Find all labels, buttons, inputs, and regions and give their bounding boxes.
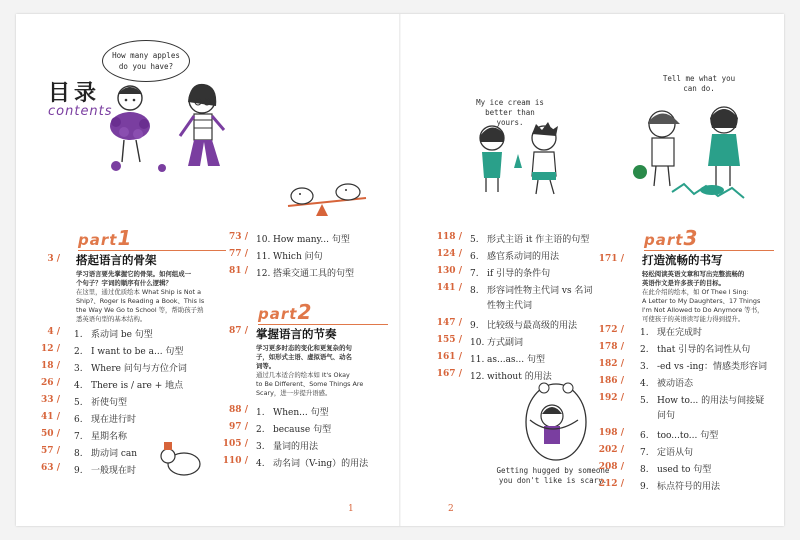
part3-page: 171 /	[598, 254, 624, 264]
part2-description	[256, 344, 388, 398]
part2-desc-line: Scary，进一步提升语感。	[256, 389, 332, 397]
entry-number: 4.	[256, 459, 265, 469]
toc-entry[interactable]	[640, 376, 693, 389]
entry-page: 202 /	[598, 445, 624, 455]
entry-page: 73 /	[229, 232, 248, 242]
part3-word: part	[644, 231, 684, 249]
entry-number: 9.	[470, 321, 479, 331]
part2-page: 87 /	[229, 326, 248, 336]
toc-subtitle: contents	[48, 104, 113, 119]
toc-entry[interactable]	[640, 359, 767, 372]
entry-page: 12 /	[41, 344, 60, 354]
bear-hug-illustration	[516, 370, 594, 466]
entry-text: 方式副词	[487, 338, 524, 348]
toc-entry[interactable]	[640, 342, 750, 355]
entry-page: 192 /	[598, 393, 624, 403]
entry-text: 现在完成时	[657, 328, 703, 338]
toc-entry-continuation	[470, 298, 532, 311]
entry-text: too...to... 句型	[657, 431, 719, 441]
entry-text: 现在进行时	[91, 415, 137, 425]
entry-text: -ed vs -ing：情感类形容词	[657, 362, 768, 372]
part2-desc-line: 词等。	[256, 362, 276, 370]
entry-page: 110 /	[222, 456, 248, 466]
toc-entry[interactable]	[470, 283, 592, 296]
bubble-apples-text: How many apples do you have?	[112, 51, 180, 71]
part2-heading	[258, 300, 312, 324]
entry-text: How to... 的用法与间接疑	[657, 396, 765, 406]
toc-entry[interactable]	[256, 405, 329, 418]
entry-page: 105 /	[222, 439, 248, 449]
entry-text: 量词的用法	[273, 442, 319, 452]
toc-entry[interactable]	[640, 462, 711, 475]
entry-number: 12.	[256, 269, 271, 279]
entry-page: 182 /	[598, 359, 624, 369]
entry-text: because 句型	[273, 425, 332, 435]
entry-number: 10.	[256, 235, 271, 245]
entry-number: 8.	[74, 449, 83, 459]
part1-title: 搭起语言的骨架	[76, 253, 157, 267]
entry-number: 8.	[470, 286, 479, 296]
entry-page: 33 /	[41, 395, 60, 405]
entry-number: 4.	[74, 381, 83, 391]
entry-text: used to 句型	[657, 465, 712, 475]
entry-number: 4.	[640, 379, 649, 389]
toc-entry[interactable]	[74, 429, 127, 442]
part3-title: 打造流畅的书写	[642, 253, 723, 267]
book-gutter	[399, 14, 401, 526]
entry-text: 形式主语 it 作主语的句型	[487, 235, 590, 245]
entry-text: I want to be a... 句型	[91, 347, 184, 357]
entry-number: 9.	[74, 466, 83, 476]
entry-page: 186 /	[598, 376, 624, 386]
part3-description	[642, 270, 780, 324]
part1-description	[76, 270, 236, 324]
entry-number: 3.	[640, 362, 649, 372]
girls-illustration	[100, 76, 240, 176]
part3-underline	[644, 250, 774, 251]
entry-text: There is / are + 地点	[91, 381, 184, 391]
toc-entry[interactable]	[256, 249, 323, 262]
entry-text: 动名词（V-ing）的用法	[273, 459, 369, 469]
entry-page: 141 /	[436, 283, 462, 293]
entry-page: 88 /	[229, 405, 248, 415]
entry-page: 81 /	[229, 266, 248, 276]
entry-page: 155 /	[436, 335, 462, 345]
toc-entry[interactable]	[74, 446, 137, 459]
part3-number: 3	[683, 226, 699, 250]
entry-text: Where 问句与方位介词	[91, 364, 187, 374]
toc-entry[interactable]	[640, 393, 764, 406]
part1-page: 3 /	[47, 254, 60, 264]
toc-entry-continuation	[640, 408, 675, 421]
entry-text: 一般现在时	[91, 466, 137, 476]
entry-page: 77 /	[229, 249, 248, 259]
seesaw-illustration	[282, 178, 372, 228]
part1-desc-line: the Way We Go to School 等，帮助孩子熟	[76, 306, 204, 314]
part3-desc-line: 在此介绍的绘本，如 Of Thee I Sing:	[642, 288, 749, 296]
entry-text: 助动词 can	[91, 449, 138, 459]
entry-number: 7.	[74, 432, 83, 442]
toc-entry[interactable]	[74, 412, 136, 425]
entry-number: 2.	[256, 425, 265, 435]
toc-entry[interactable]	[640, 445, 693, 458]
part2-number: 2	[297, 300, 313, 324]
toc-entry[interactable]	[470, 266, 550, 279]
entry-text: When... 句型	[273, 408, 329, 418]
part1-desc-line: 悉英语句型的基本结构。	[76, 315, 147, 323]
toc-entry[interactable]	[74, 463, 136, 476]
entry-text: without 的用法	[487, 372, 552, 382]
entry-page: 4 /	[47, 327, 60, 337]
entry-page: 41 /	[41, 412, 60, 422]
toc-entry[interactable]	[74, 344, 183, 357]
toc-entry[interactable]	[74, 327, 153, 340]
entry-text: as...as... 句型	[487, 355, 545, 365]
entry-number: 9.	[640, 482, 649, 492]
part3-desc-line: 轻松阅读英语文章和写出完整流畅的	[642, 270, 745, 278]
entry-page: 130 /	[436, 266, 462, 276]
entry-text: 标点符号的用法	[657, 482, 721, 492]
entry-text: 比较级与最高级的用法	[487, 321, 578, 331]
book-spread	[16, 14, 784, 526]
entry-text: 感官系动词的用法	[487, 252, 560, 262]
part3-desc-line: A Letter to My Daughters、17 Things	[642, 297, 761, 305]
part2-desc-line: 子，如形式主语、虚拟语气、动名	[256, 353, 352, 361]
entry-number: 5.	[470, 235, 479, 245]
entry-text: if 引导的条件句	[487, 269, 551, 279]
toc-entry[interactable]	[470, 335, 523, 348]
part3-desc-line: 英语作文是许多孩子的目标。	[642, 279, 726, 287]
entry-page: 118 /	[436, 232, 462, 242]
toc-entry[interactable]	[74, 395, 127, 408]
entry-number: 11.	[256, 252, 271, 262]
entry-number: 1.	[640, 328, 649, 338]
entry-page: 198 /	[598, 428, 624, 438]
caption-hug: Getting hugged by someone you don't like is scary.	[496, 466, 610, 485]
entry-number: 2.	[74, 347, 83, 357]
part1-word: part	[78, 231, 118, 249]
entry-text: 性物主代词	[487, 301, 533, 311]
entry-page: 26 /	[41, 378, 60, 388]
toc-entry[interactable]	[256, 439, 318, 452]
entry-text: 问句	[657, 411, 676, 421]
part1-desc-line: 个句子？字词的顺序有什么逻辑？	[76, 279, 172, 287]
toc-entry[interactable]	[74, 361, 187, 374]
entry-text: 定语从句	[657, 448, 694, 458]
part1-desc-line: 学习语言要先掌握它的骨架。如何组成一	[76, 270, 192, 278]
part2-title: 掌握语言的节奏	[256, 327, 337, 341]
part3-desc-line: 可使孩子的英语读写能力得到提升。	[642, 315, 745, 323]
entry-text: 系动词 be 句型	[91, 330, 153, 340]
part2-desc-line: 通过几本适合的绘本如 It's Okay	[256, 371, 350, 379]
entry-number: 7.	[640, 448, 649, 458]
entry-page: 208 /	[598, 462, 624, 472]
part1-underline	[78, 250, 226, 251]
toc-entry[interactable]	[640, 479, 720, 492]
toc-entry[interactable]	[470, 232, 589, 245]
entry-number: 5.	[74, 398, 83, 408]
part2-underline	[258, 324, 388, 325]
entry-page: 63 /	[41, 463, 60, 473]
entry-page: 50 /	[41, 429, 60, 439]
entry-number: 3.	[256, 442, 265, 452]
entry-text: that 引导的名词性从句	[657, 345, 751, 355]
entry-page: 172 /	[598, 325, 624, 335]
part1-heading	[78, 226, 132, 250]
page-number-right: 2	[448, 504, 454, 514]
entry-number: 12.	[470, 372, 485, 382]
bubble-tellme-text: Tell me what you can do.	[662, 74, 736, 93]
part1-number: 1	[117, 226, 133, 250]
entry-text: 搭乘交通工具的句型	[273, 269, 355, 279]
toc-entry[interactable]	[470, 369, 552, 382]
entry-number: 11.	[470, 355, 485, 365]
bubble-icecream-text: My ice cream is better than yours.	[476, 98, 544, 127]
toc-title: 目录	[48, 81, 101, 106]
entry-page: 167 /	[436, 369, 462, 379]
toc-entry[interactable]	[256, 422, 331, 435]
entry-number: 7.	[470, 269, 479, 279]
toc-entry[interactable]	[640, 325, 702, 338]
part1-desc-line: 在这里，通过优质绘本 What Ship is Not a	[76, 288, 202, 296]
entry-text: 星期名称	[91, 432, 128, 442]
entry-page: 18 /	[41, 361, 60, 371]
toc-entry[interactable]	[470, 249, 559, 262]
toc-entry[interactable]	[470, 318, 577, 331]
sleeping-bear-illustration	[158, 440, 202, 478]
entry-page: 57 /	[41, 446, 60, 456]
toc-entry[interactable]	[470, 352, 545, 365]
entry-text: 祈使句型	[91, 398, 128, 408]
entry-text: Which 问句	[273, 252, 323, 262]
entry-number: 3.	[74, 364, 83, 374]
part1-desc-line: Ship?、Roger Is Reading a Book、This Is	[76, 297, 205, 305]
entry-number: 6.	[74, 415, 83, 425]
part2-desc-line: to Be Different、Some Things Are	[256, 380, 364, 388]
entry-number: 1.	[74, 330, 83, 340]
entry-number: 6.	[640, 431, 649, 441]
entry-number: 10.	[470, 338, 485, 348]
entry-page: 161 /	[436, 352, 462, 362]
boy-girl-illustration	[632, 94, 772, 206]
toc-entry[interactable]	[640, 428, 718, 441]
entry-text: 被动语态	[657, 379, 694, 389]
entry-page: 178 /	[598, 342, 624, 352]
part2-desc-line: 学习更多时态的变化和更复杂的句	[256, 344, 352, 352]
entry-number: 2.	[640, 345, 649, 355]
toc-entry[interactable]	[256, 232, 350, 245]
icecream-kids-illustration	[464, 118, 574, 198]
entry-text: How many... 句型	[273, 235, 350, 245]
part3-heading	[644, 226, 698, 250]
part2-word: part	[258, 305, 298, 323]
toc-entry[interactable]	[74, 378, 183, 391]
entry-number: 5.	[640, 396, 649, 406]
entry-number: 1.	[256, 408, 265, 418]
entry-page: 97 /	[229, 422, 248, 432]
entry-number: 6.	[470, 252, 479, 262]
entry-page: 147 /	[436, 318, 462, 328]
entry-number: 8.	[640, 465, 649, 475]
page-number-left: 1	[348, 504, 354, 514]
entry-page: 212 /	[598, 479, 624, 489]
part3-desc-line: I'm Not Allowed to Do Anymore 等书，	[642, 306, 764, 314]
entry-page: 124 /	[436, 249, 462, 259]
toc-entry[interactable]	[256, 266, 354, 279]
entry-text: 形容词性物主代词 vs 名词	[487, 286, 593, 296]
toc-entry[interactable]	[256, 456, 368, 469]
